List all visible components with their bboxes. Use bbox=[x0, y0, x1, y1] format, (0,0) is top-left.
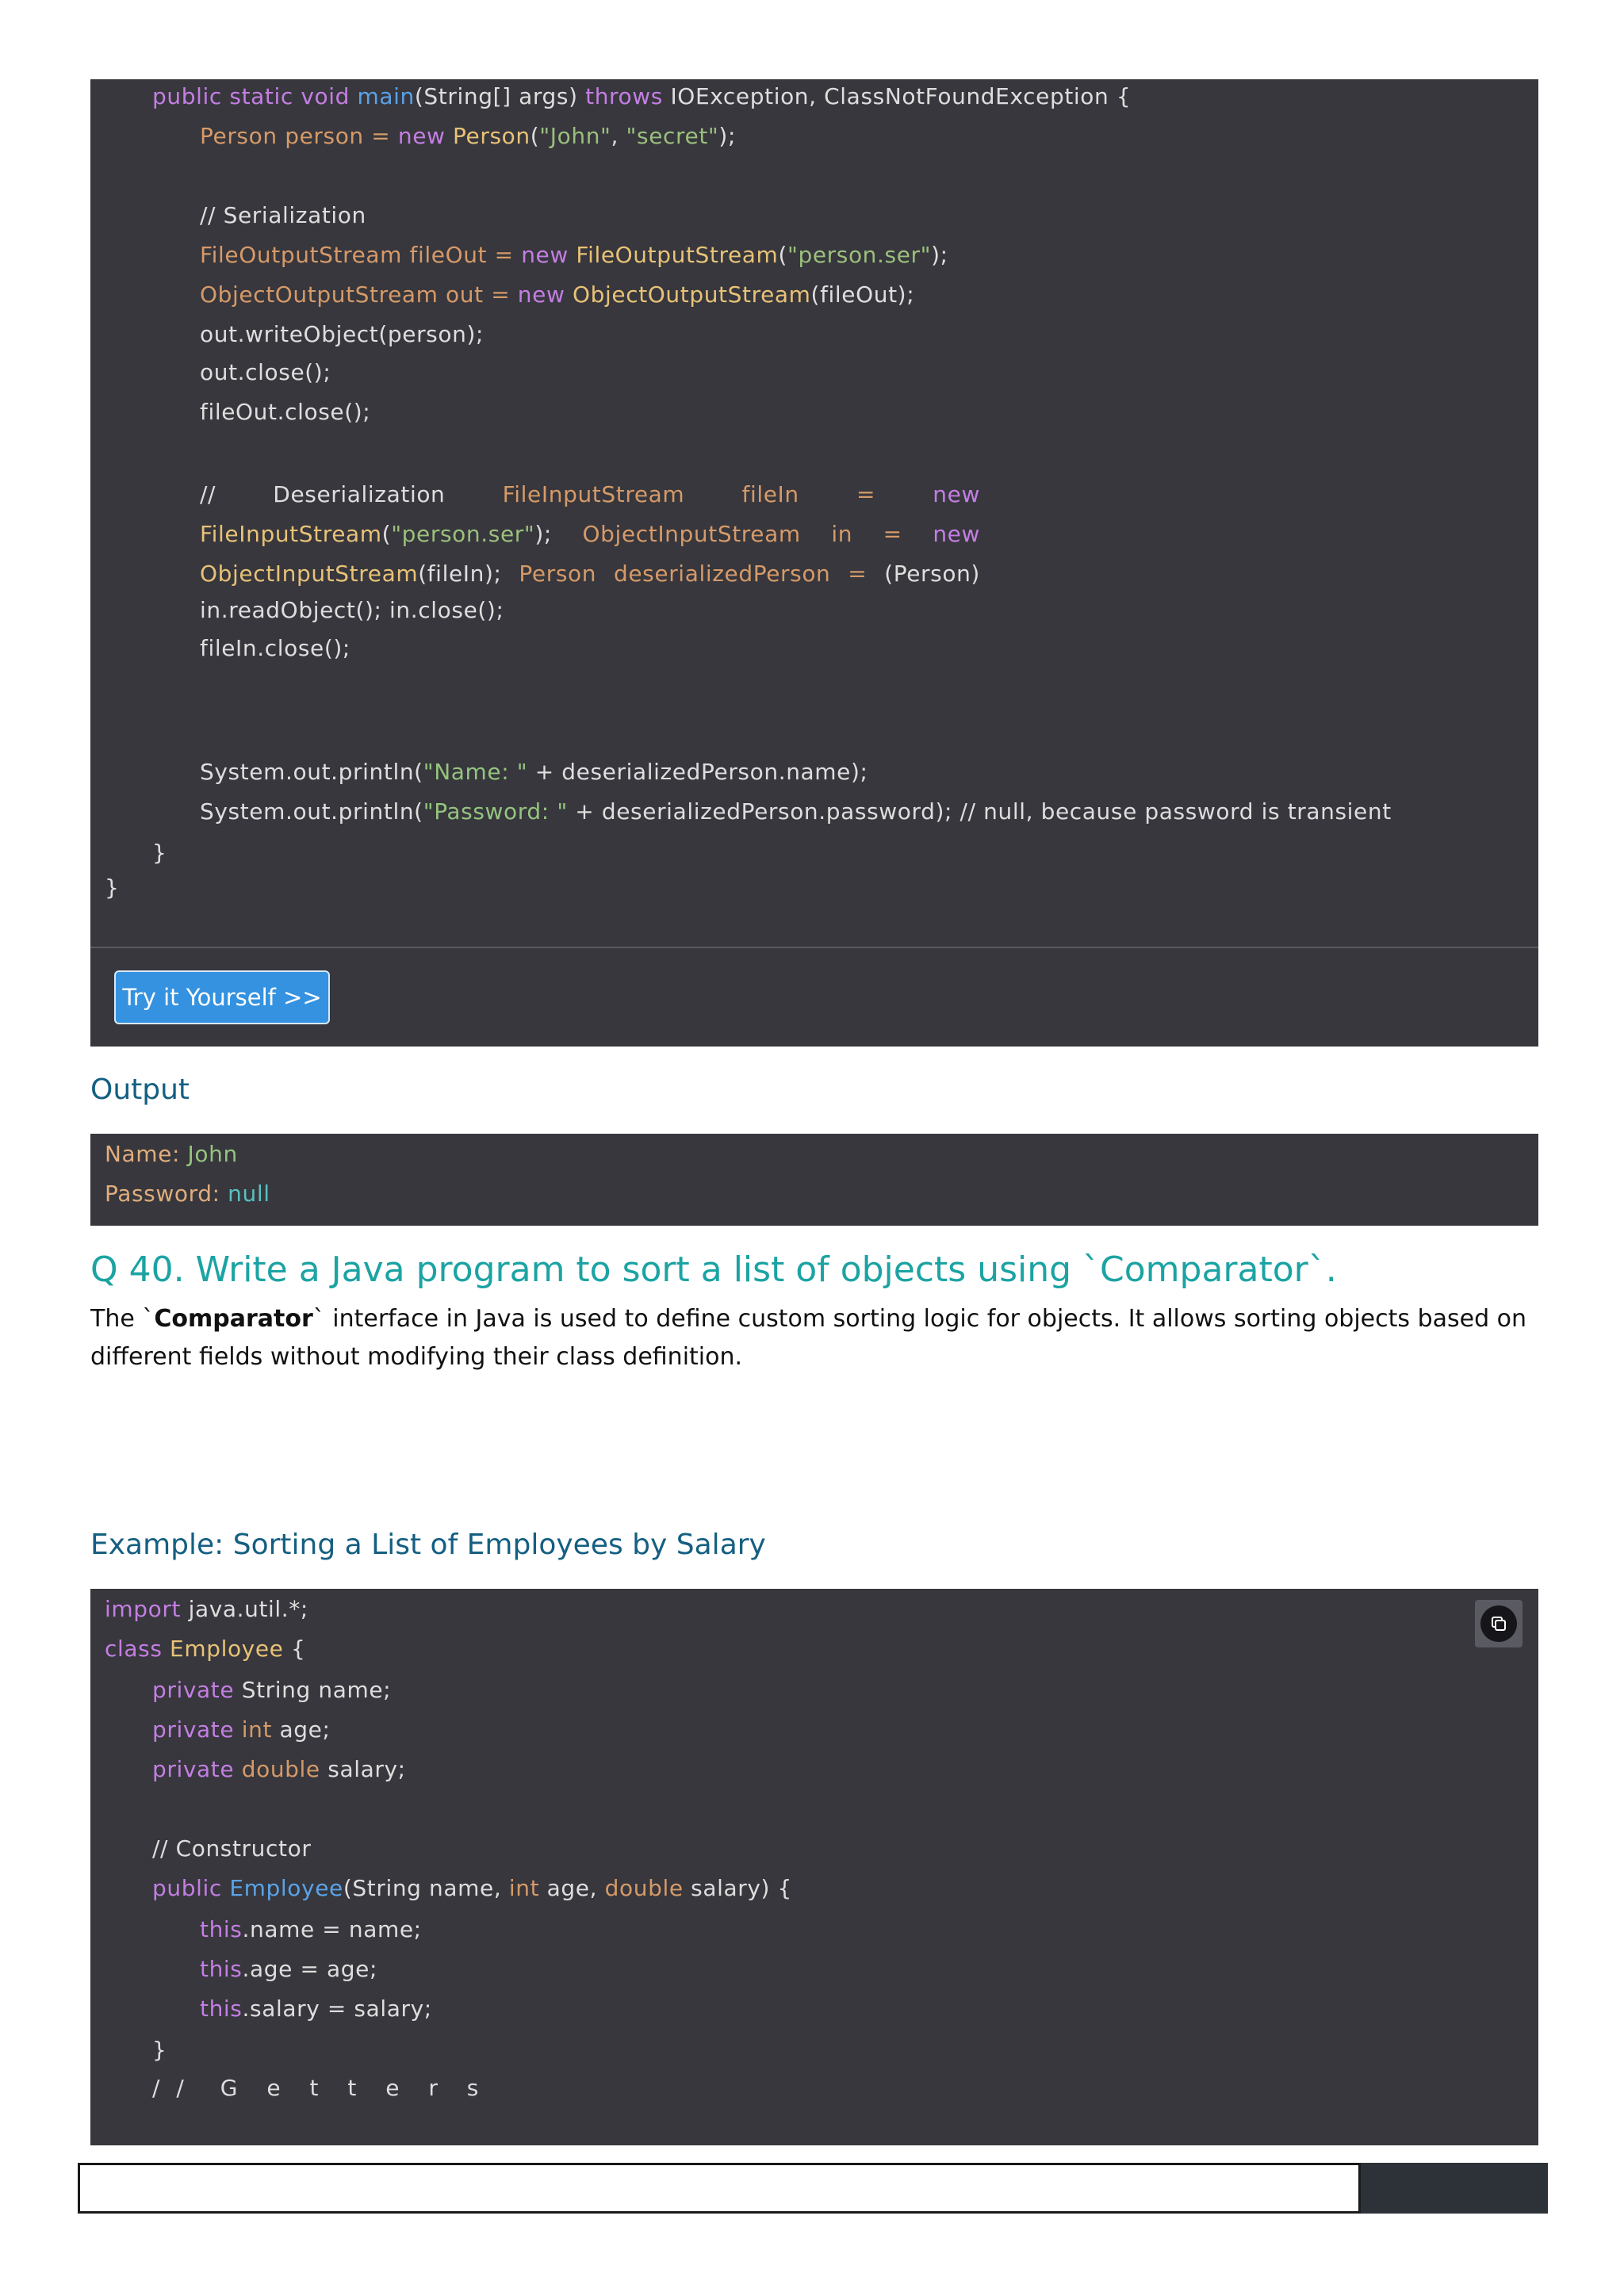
code-token: G e t t e r s bbox=[220, 2075, 490, 2101]
code-token: fileIn bbox=[741, 481, 799, 507]
code-token: ( bbox=[530, 123, 540, 149]
code-token: salary) { bbox=[683, 1875, 792, 1901]
code-token: Person person bbox=[200, 123, 364, 149]
try-it-yourself-button[interactable]: Try it Yourself >> bbox=[114, 970, 330, 1024]
code-token: age, bbox=[539, 1875, 605, 1901]
code-line: out.writeObject(person); bbox=[200, 321, 485, 347]
code-token: = bbox=[483, 281, 518, 308]
code-line bbox=[152, 82, 1131, 111]
code-line: } bbox=[152, 840, 167, 866]
code-token: FileInputStream bbox=[502, 481, 685, 507]
code-token bbox=[565, 281, 573, 308]
paragraph-text: The ` bbox=[90, 1305, 155, 1333]
code-token: ); bbox=[534, 521, 552, 547]
code-token: double bbox=[241, 1756, 320, 1782]
code-line bbox=[200, 1915, 422, 1944]
code-token bbox=[163, 1636, 170, 1662]
code-token: static bbox=[229, 83, 293, 109]
code-token: age; bbox=[272, 1716, 331, 1743]
code-token: int bbox=[508, 1875, 540, 1901]
footer-dark-block bbox=[1361, 2163, 1548, 2214]
code-token: / / bbox=[152, 2075, 189, 2101]
code-token: deserializedPerson bbox=[613, 561, 831, 587]
output-heading: Output bbox=[90, 1073, 190, 1106]
code-line: out.close(); bbox=[200, 359, 331, 385]
code-token: System.out.println( bbox=[200, 759, 423, 785]
code-token bbox=[446, 123, 454, 149]
code-token bbox=[234, 1716, 242, 1743]
code-token: class bbox=[105, 1636, 163, 1662]
code-token: = bbox=[883, 521, 902, 547]
code-token bbox=[569, 242, 576, 268]
code-block-2 bbox=[90, 1589, 1538, 2145]
paragraph-bold-text: Comparator bbox=[154, 1305, 313, 1333]
code-token: this bbox=[200, 1916, 243, 1942]
code-token: new bbox=[933, 481, 980, 507]
code-line bbox=[152, 1755, 406, 1784]
code-line: in.readObject(); in.close(); bbox=[200, 597, 504, 623]
code-token: public bbox=[152, 1875, 222, 1901]
code-line bbox=[200, 241, 948, 270]
code-token: , bbox=[611, 123, 626, 149]
code-line: fileIn.close(); bbox=[200, 635, 350, 661]
code-line bbox=[152, 1874, 792, 1903]
code-token: java.util.*; bbox=[181, 1596, 308, 1622]
code-token-group bbox=[200, 560, 502, 588]
code-token bbox=[222, 1875, 230, 1901]
code-token: = bbox=[848, 561, 868, 587]
code-token: "Name: " bbox=[423, 759, 528, 785]
footer-bar bbox=[78, 2163, 1361, 2214]
question-description bbox=[90, 1300, 1538, 1376]
code-token: "person.ser" bbox=[391, 521, 535, 547]
code-token: .salary = salary; bbox=[242, 1996, 432, 2022]
code-token: "secret" bbox=[626, 123, 719, 149]
code-token: // Serialization bbox=[200, 202, 366, 228]
code-token: ObjectOutputStream out bbox=[200, 281, 484, 308]
code-token: throws bbox=[585, 83, 663, 109]
code-line: fileOut.close(); bbox=[200, 399, 371, 425]
code-line bbox=[200, 758, 868, 786]
code-token: this bbox=[200, 1996, 243, 2022]
code-line bbox=[105, 1595, 308, 1624]
code-token: ObjectInputStream bbox=[582, 521, 801, 547]
code-line bbox=[152, 1716, 331, 1744]
code-token: main bbox=[357, 83, 415, 109]
code-token: .name = name; bbox=[242, 1916, 422, 1942]
code-comment bbox=[200, 201, 366, 230]
copy-code-button[interactable] bbox=[1475, 1600, 1522, 1647]
code-token: .age = age; bbox=[242, 1956, 378, 1982]
code-token: this bbox=[200, 1956, 243, 1982]
code-token: ( bbox=[778, 242, 787, 268]
code-line bbox=[152, 1676, 391, 1705]
code-token bbox=[234, 1756, 242, 1782]
output-label: Name: bbox=[105, 1141, 188, 1167]
output-label: Password: bbox=[105, 1181, 228, 1207]
paragraph-text: ` interface in Java is used to define custom sorting logic for objects. It allows sorting objects based on different fields without modifying their class definition. bbox=[90, 1305, 1527, 1371]
code-token: salary; bbox=[320, 1756, 406, 1782]
code-token: private bbox=[152, 1716, 235, 1743]
code-token: int bbox=[241, 1716, 273, 1743]
code-line bbox=[200, 1955, 377, 1984]
output-value: null bbox=[228, 1181, 270, 1207]
code-token: double bbox=[604, 1875, 684, 1901]
code-token: IOException, ClassNotFoundException { bbox=[662, 83, 1132, 109]
code-token: String name; bbox=[234, 1677, 392, 1703]
output-value: John bbox=[187, 1141, 238, 1167]
code-line-justified bbox=[200, 560, 980, 588]
code-token: void bbox=[301, 83, 350, 109]
code-token: + deserializedPerson.name); bbox=[527, 759, 868, 785]
code-comment: // Constructor bbox=[152, 1835, 312, 1862]
code-line bbox=[105, 1635, 305, 1663]
code-token: FileOutputStream bbox=[576, 242, 779, 268]
output-line bbox=[105, 1140, 238, 1169]
code-token: = bbox=[487, 242, 522, 268]
copy-icon bbox=[1489, 1614, 1508, 1633]
code-token: (fileOut); bbox=[810, 281, 915, 308]
code-token: "Password: " bbox=[423, 798, 568, 825]
code-token: "person.ser" bbox=[787, 242, 932, 268]
code-token: public bbox=[152, 83, 222, 109]
code-token: Person bbox=[519, 561, 597, 587]
question-title: Q 40. Write a Java program to sort a list of objects using `Comparator`. bbox=[90, 1249, 1337, 1290]
code-token: FileOutputStream fileOut bbox=[200, 242, 488, 268]
code-token: = bbox=[363, 123, 398, 149]
code-line-justified bbox=[200, 480, 980, 509]
code-block-1 bbox=[90, 79, 1538, 947]
code-token: FileInputStream bbox=[200, 521, 382, 547]
code-token: ObjectOutputStream bbox=[572, 281, 811, 308]
code-token-group bbox=[200, 520, 552, 549]
code-token: ); bbox=[718, 123, 736, 149]
code-token: ( bbox=[381, 521, 392, 547]
code-token: new bbox=[521, 242, 569, 268]
code-token: Person bbox=[453, 123, 530, 149]
code-token: ); bbox=[931, 242, 948, 268]
copy-button-circle bbox=[1480, 1605, 1517, 1642]
code-token: private bbox=[152, 1756, 235, 1782]
code-token: new bbox=[397, 123, 446, 149]
code-token: (fileIn); bbox=[418, 561, 502, 587]
code-line bbox=[200, 1995, 432, 2023]
code-token: "John" bbox=[539, 123, 611, 149]
code-line bbox=[200, 122, 736, 151]
code-line bbox=[200, 281, 914, 309]
output-box bbox=[90, 1134, 1538, 1226]
code-token: = bbox=[856, 481, 876, 507]
code-token: (String name, bbox=[343, 1875, 509, 1901]
code-token: Employee bbox=[229, 1875, 343, 1901]
code-token: ObjectInputStream bbox=[200, 561, 419, 587]
code-token: in bbox=[831, 521, 853, 547]
code-line: } bbox=[152, 2037, 167, 2063]
try-it-bar bbox=[90, 947, 1538, 1047]
code-token: (String[] args) bbox=[414, 83, 586, 109]
code-token: // bbox=[200, 481, 216, 507]
code-token: private bbox=[152, 1677, 235, 1703]
code-comment bbox=[152, 2074, 489, 2103]
code-token: Deserialization bbox=[273, 481, 446, 507]
example-heading: Example: Sorting a List of Employees by Salary bbox=[90, 1529, 766, 1561]
code-token: import bbox=[105, 1596, 182, 1622]
code-token: new bbox=[933, 521, 980, 547]
code-line-justified bbox=[200, 520, 980, 549]
code-line: } bbox=[105, 874, 120, 901]
code-token: { bbox=[283, 1636, 306, 1662]
code-token: new bbox=[517, 281, 565, 308]
code-token: System.out.println( bbox=[200, 798, 423, 825]
code-token: + deserializedPerson.password); // null, because password is transient bbox=[567, 798, 1392, 825]
code-token: (Person) bbox=[884, 561, 980, 587]
output-line bbox=[105, 1180, 270, 1208]
code-token: Employee bbox=[170, 1636, 284, 1662]
code-line bbox=[200, 798, 1392, 826]
